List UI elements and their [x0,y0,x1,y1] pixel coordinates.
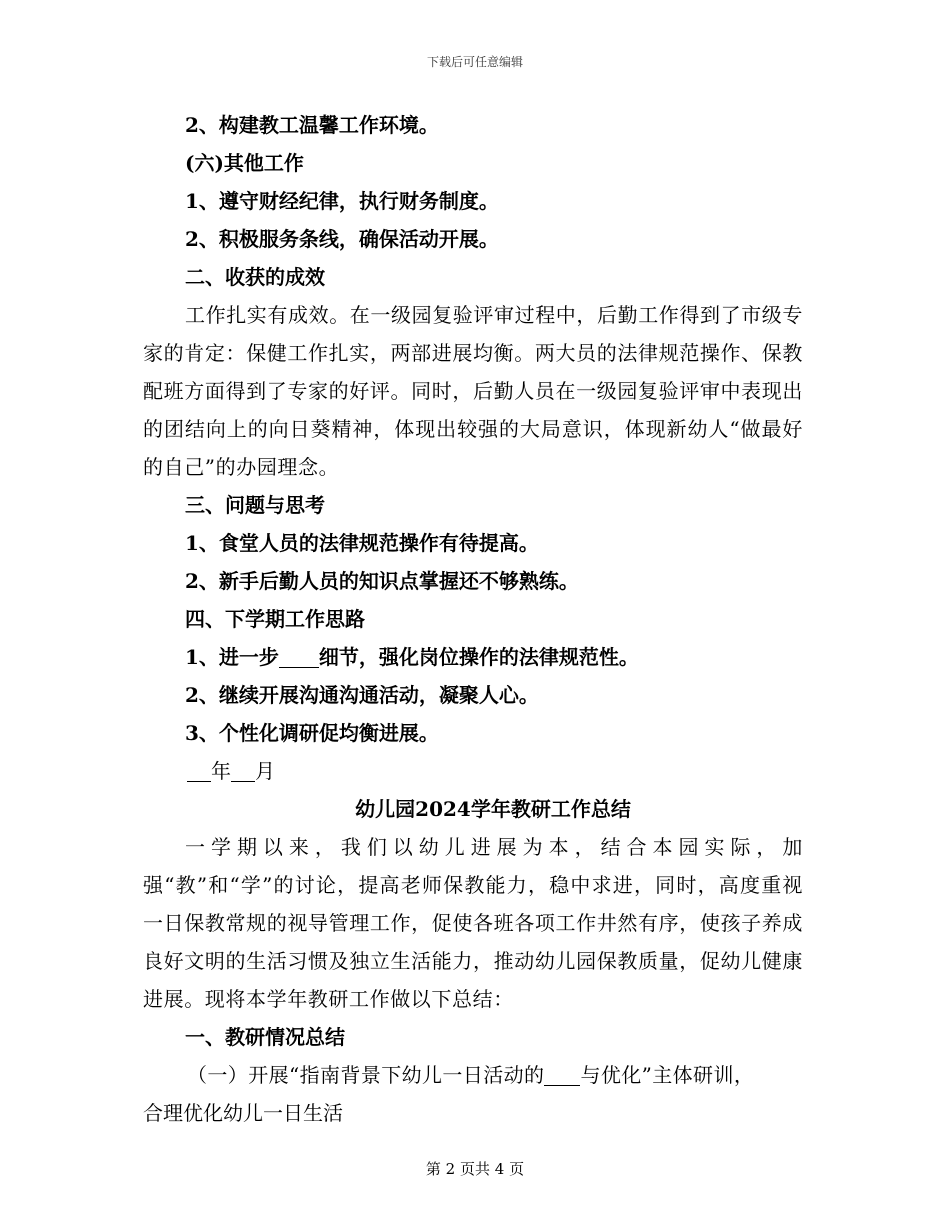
date-year-label: 年 [211,759,231,783]
body-paragraph: 一学期以来，我们以幼儿进展为本，结合本园实际，加强“教”和“学”的讨论，提高老师保教能力，稳中求进，同时，高度重视一日保教常规的视导管理工作，促使各班各项工作井然有序，使孩子养成良好文明的生活习惯及独立生活能力，推动幼儿园保教质量，促幼儿健康进展。现将本学年教研工作做以下总结： [143,835,803,1011]
item-line: 2、新手后勤人员的知识点掌握还不够熟练。 [185,569,579,593]
section-heading: 四、下学期工作思路 [185,607,365,631]
item-line: 1、食堂人员的法律规范操作有待提高。 [185,531,539,555]
item-line: 1、遵守财经纪律，执行财务制度。 [185,189,499,213]
document-title: 幼儿园2024学年教研工作总结 [355,797,631,821]
item-line [143,638,803,676]
item-line: 2、构建教工温馨工作环境。 [185,113,439,137]
subsection-line [143,1056,803,1094]
subsection-text: （一）开展“指南背景下幼儿一日活动的 [187,1063,545,1087]
date-line [143,752,803,790]
fill-blank [279,645,319,668]
date-month-label: 月 [255,759,275,783]
fill-blank [187,759,211,782]
section-heading: 三、问题与思考 [185,493,325,517]
fill-blank [544,1063,580,1086]
fill-blank [231,759,255,782]
body-paragraph: 工作扎实有成效。在一级园复验评审过程中，后勤工作得到了市级专家的肯定：保健工作扎实，两部进展均衡。两大员的法律规范操作、保教配班方面得到了专家的好评。同时，后勤人员在一级园复验评审中表现出的团结向上的向日葵精神，体现出较强的大局意识，体现新幼人“做最好的自己”的办园理念。 [143,303,803,479]
item-text: 1、进一步 [185,645,279,669]
section-heading: 二、收获的成效 [185,265,325,289]
item-line: 2、积极服务条线，确保活动开展。 [185,227,499,251]
section-heading: 一、教研情况总结 [185,1025,345,1049]
item-text: 细节，强化岗位操作的法律规范性。 [318,645,639,669]
document-body [143,106,803,1132]
body-line: 合理优化幼儿一日生活 [143,1101,343,1125]
page-footer: 第 2 页共 4 页 [425,1160,525,1178]
item-line: 2、继续开展沟通沟通活动，凝聚人心。 [185,683,539,707]
subsection-text: 与优化”主体研训， [580,1063,755,1087]
section-heading: (六)其他工作 [185,151,304,175]
page-header: 下载后可任意编辑 [426,55,523,69]
item-line: 3、个性化调研促均衡进展。 [185,721,439,745]
